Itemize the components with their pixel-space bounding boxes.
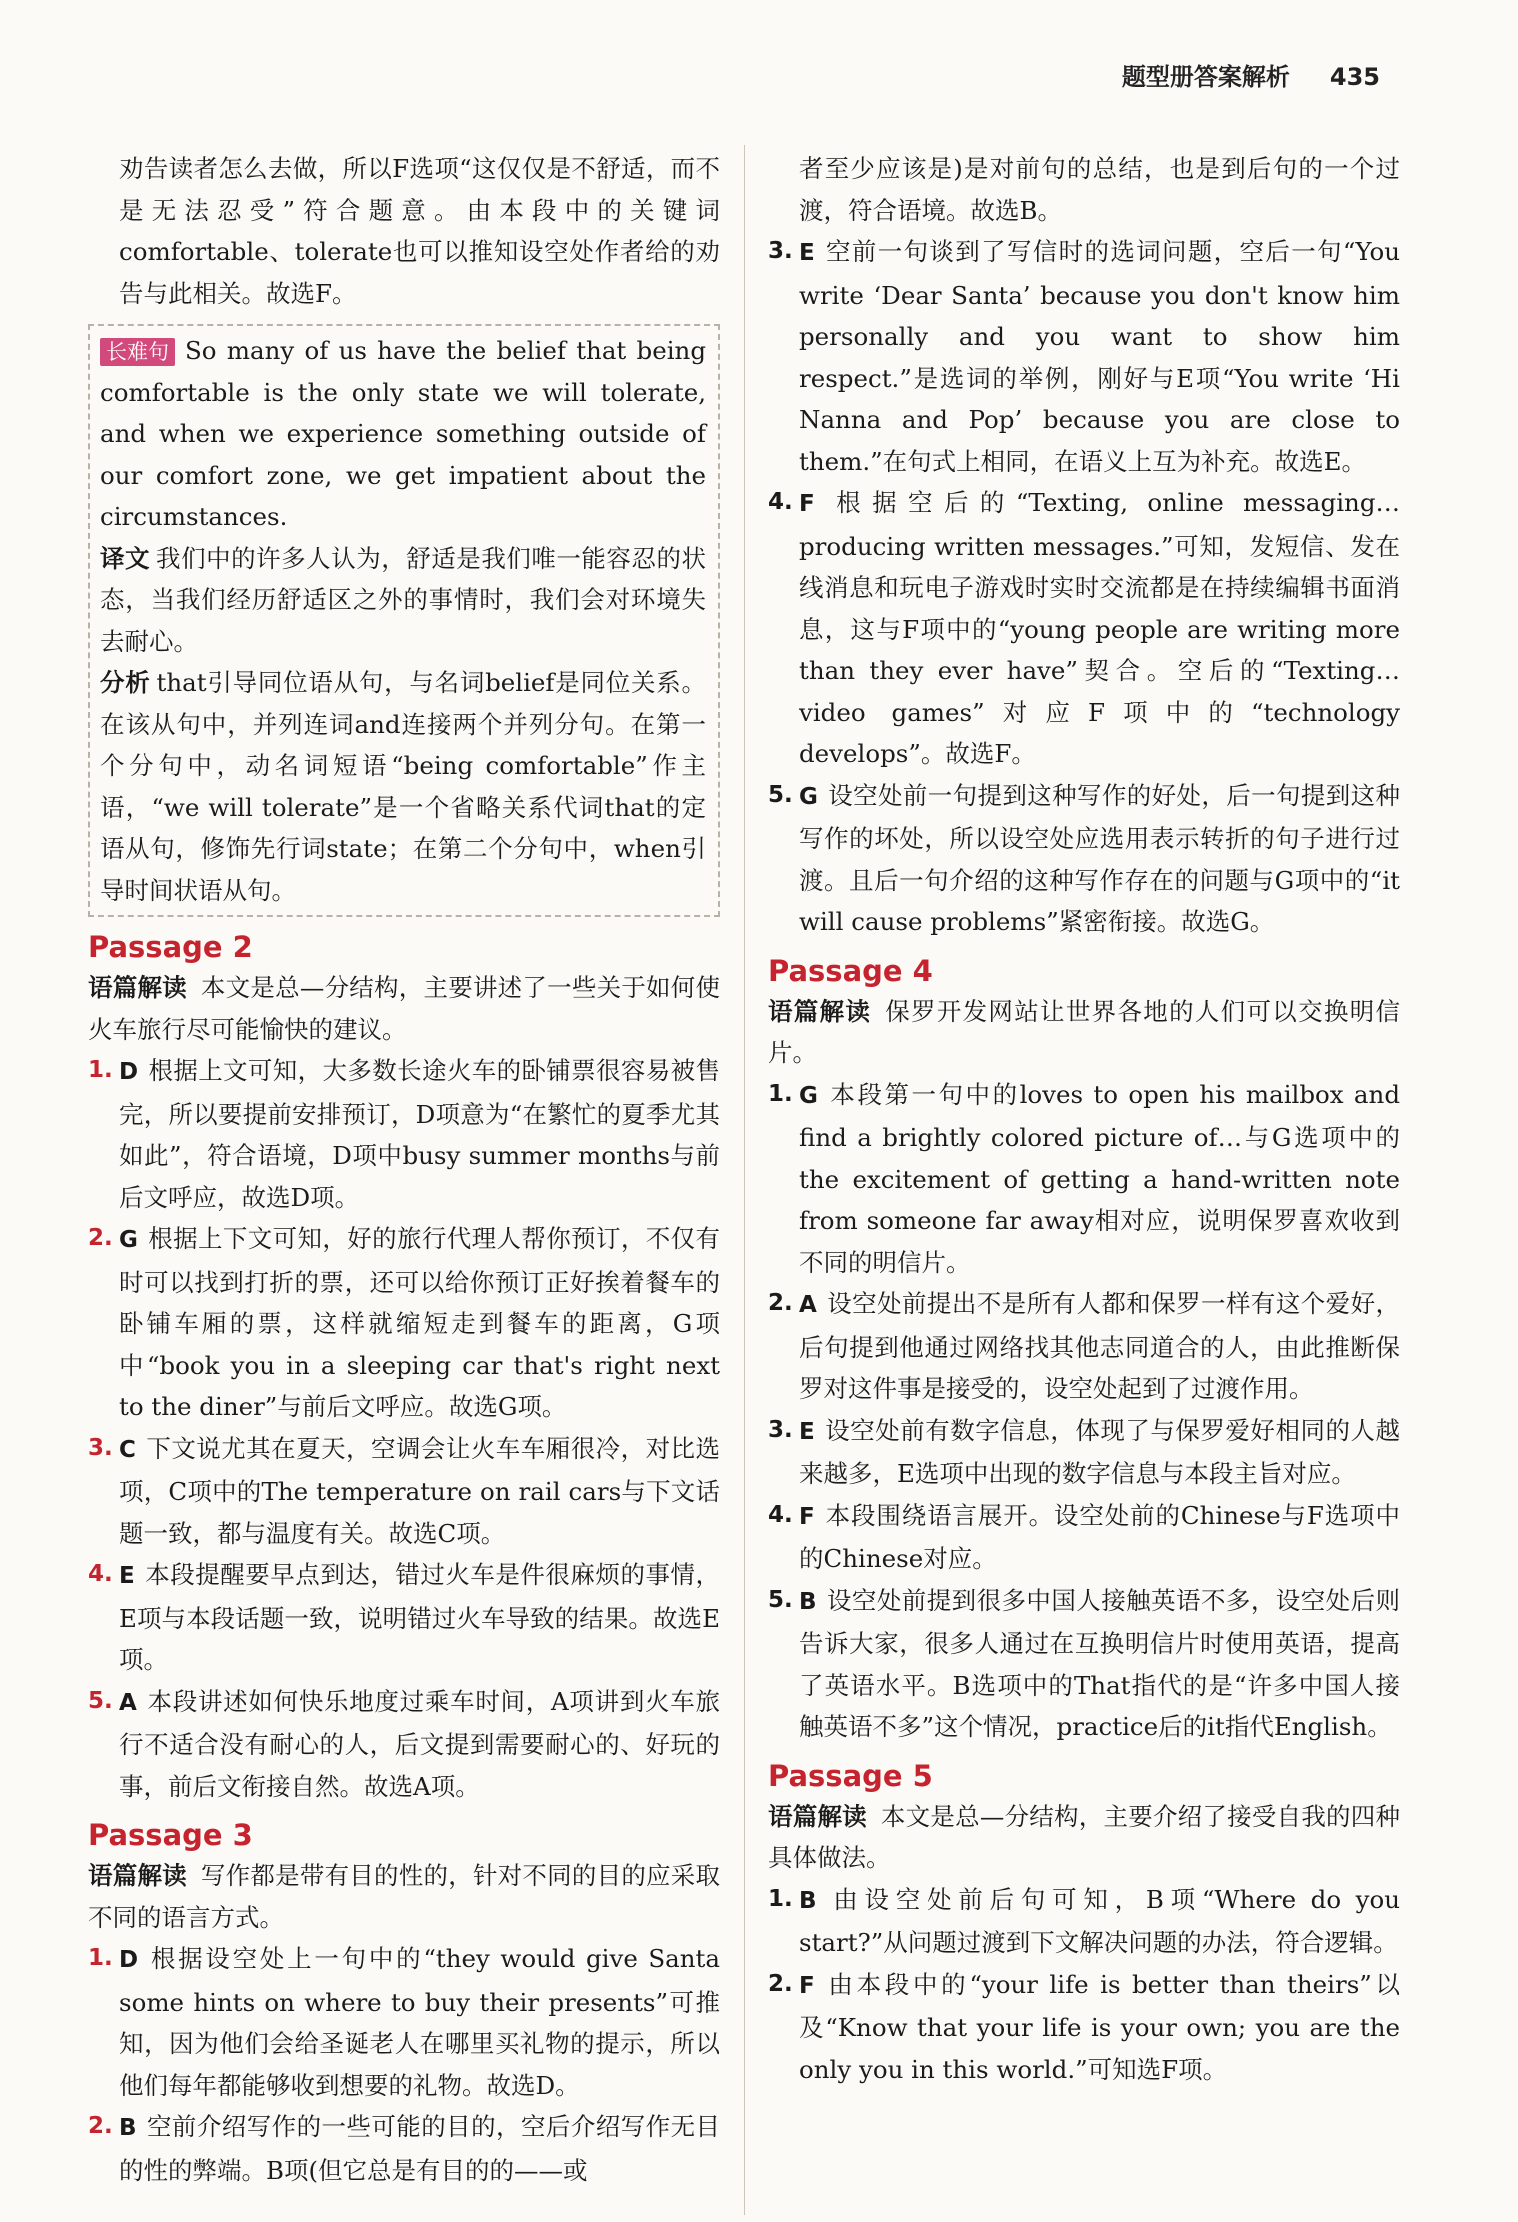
intro-label: 语篇解读 xyxy=(768,1801,867,1831)
analysis-label: 分析 xyxy=(100,668,151,697)
item-number: 4. xyxy=(768,1501,793,1528)
item-text: 空前介绍写作的一些可能的目的，空后介绍写作无目的性的弊端。B项(但它总是有目的的——或 xyxy=(119,2112,720,2185)
item-text: 本段讲述如何快乐地度过乘车时间，A项讲到火车旅行不适合没有耐心的人，后文提到需要耐心的、好玩的事，前后文衔接自然。故选A项。 xyxy=(119,1686,720,1801)
item-answer: C xyxy=(119,1436,136,1463)
item-number: 3. xyxy=(768,238,793,264)
item-number: 2. xyxy=(88,1225,113,1251)
item-answer: B xyxy=(119,2115,137,2141)
passage-title: Passage 4 xyxy=(768,953,933,988)
column-divider xyxy=(744,145,745,2215)
left-column xyxy=(88,148,720,2191)
answer-item xyxy=(88,1554,720,1681)
answer-item xyxy=(88,1218,720,1428)
item-number: 1. xyxy=(88,1945,113,1971)
answer-item xyxy=(88,1050,720,1218)
passage-intro xyxy=(88,967,720,1050)
item-text: 根据设空处上一句中的“they would give Santa some hints on where to buy their presents”可推知，因为他们会给圣诞老人在哪里买礼物的提示，所以他们每年都能够收到想要的礼物。故选D。 xyxy=(119,1944,720,2100)
item-number: 1. xyxy=(768,1080,793,1107)
item-number: 2. xyxy=(768,1290,793,1316)
item-answer: F xyxy=(799,491,815,517)
item-answer: G xyxy=(119,1227,138,1253)
passage-title: Passage 2 xyxy=(88,930,253,964)
item-text: 根据空后的“Texting, online messaging…producing written messages.”可知，发短信、发在线消息和玩电子游戏时实时交流都是在持续编辑书面消息，这与F项中的“young people are writing more than they ever have”契合。空后的“Texting…video games”对应F项中的“technology develops”。故选F。 xyxy=(799,488,1400,768)
item-number: 1. xyxy=(88,1057,113,1083)
item-number: 2. xyxy=(768,1970,793,1997)
item-number: 5. xyxy=(88,1687,113,1714)
answer-item xyxy=(88,2106,720,2191)
item-text: 空前一句谈到了写信时的选词问题，空后一句“You write ‘Dear Santa’ because you don't know him personally and you want to show him respect.”是选词的举例，刚好与E项“You write ‘Hi Nanna and Pop’ because you are close to them.”在句式上相同，在语义上互为补充。故选E。 xyxy=(799,237,1400,476)
analysis-text: that引导同位语从句，与名词belief是同位关系。在该从句中，并列连词and连接两个并列分句。在第一个分句中，动名词短语“being comfortable”作主语，“we will tolerate”是一个省略关系代词that的定语从句，修饰先行词state；在第二个分句中，when引导时间状语从句。 xyxy=(100,668,706,905)
item-number: 3. xyxy=(88,1434,113,1461)
item-answer: E xyxy=(799,240,815,266)
item-text: 设空处前一句提到这种写作的好处，后一句提到这种写作的坏处，所以设空处应选用表示转折的句子进行过渡。且后一句介绍的这种写作存在的问题与G项中的“it will cause problems”紧密衔接。故选G。 xyxy=(799,780,1400,936)
answer-item xyxy=(768,775,1400,943)
item-number: 5. xyxy=(768,781,793,808)
page-header xyxy=(1122,62,1380,92)
item-text: 根据上下文可知，好的旅行代理人帮你预订，不仅有时可以找到打折的票，还可以给你预订正好挨着餐车的卧铺车厢的票，这样就缩短走到餐车的距离，G项中“book you in a sleeping car that's right next to the diner”与前后文呼应。故选G项。 xyxy=(119,1224,720,1421)
intro-label: 语篇解读 xyxy=(88,973,187,1002)
answer-item xyxy=(768,1495,1400,1580)
item-answer: A xyxy=(799,1292,817,1318)
answer-item xyxy=(768,1074,1400,1284)
answer-item xyxy=(768,231,1400,482)
item-text: 设空处前提出不是所有人都和保罗一样有这个爱好，后句提到他通过网络找其他志同道合的人，由此推断保罗对这件事是接受的，设空处起到了过渡作用。 xyxy=(799,1289,1400,1403)
answer-item xyxy=(768,1283,1400,1410)
page-number: 435 xyxy=(1329,63,1380,91)
answer-item xyxy=(88,1938,720,2106)
continuation-text: 劝告读者怎么去做，所以F选项“这仅仅是不舒适，而不是无法忍受”符合题意。由本段中的关键词comfortable、tolerate也可以推知设空处作者给的劝告与此相关。故选F。 xyxy=(119,154,720,308)
long-sentence-tag: 长难句 xyxy=(100,338,175,366)
answer-item xyxy=(88,1681,720,1808)
item-answer: F xyxy=(799,1972,815,1999)
item-answer: B xyxy=(799,1588,817,1615)
passage-intro xyxy=(88,1855,720,1938)
item-text: 由设空处前后句可知，B项“Where do you start?”从问题过渡到下文解决问题的办法，符合逻辑。 xyxy=(799,1884,1400,1957)
header-title: 题型册答案解析 xyxy=(1121,63,1290,91)
answer-item xyxy=(768,1964,1400,2091)
long-sentence-box xyxy=(88,324,720,917)
intro-text: 本文是总—分结构，主要介绍了接受自我的四种具体做法。 xyxy=(768,1801,1401,1872)
item-answer: F xyxy=(799,1503,815,1530)
item-text: 设空处前有数字信息，体现了与保罗爱好相同的人越来越多，E选项中出现的数字信息与本段主旨对应。 xyxy=(799,1415,1400,1488)
item-text: 本段第一句中的loves to open his mailbox and find a brightly colored picture of…与G选项中的the excitement of getting a hand-written note from someone far away相对应，说明保罗喜欢收到不同的明信片。 xyxy=(799,1079,1400,1277)
item-answer: B xyxy=(799,1887,817,1914)
continuation-text: 者至少应该是)是对前句的总结，也是到后句的一个过渡，符合语境。故选B。 xyxy=(799,154,1400,225)
item-text: 下文说尤其在夏天，空调会让火车车厢很冷，对比选项，C项中的The temperature on rail cars与下文话题一致，都与温度有关。故选C项。 xyxy=(119,1433,720,1548)
item-answer: G xyxy=(799,783,818,810)
passage-intro xyxy=(768,991,1400,1074)
answer-item xyxy=(768,1580,1400,1748)
item-answer: D xyxy=(119,1947,139,1973)
answer-item xyxy=(88,1428,720,1555)
item-answer: A xyxy=(119,1689,137,1716)
item-number: 3. xyxy=(768,1416,793,1443)
translation xyxy=(100,538,706,663)
translation-text: 我们中的许多人认为，舒适是我们唯一能容忍的状态，当我们经历舒适区之外的事情时，我们会对环境失去耐心。 xyxy=(100,543,707,656)
item-number: 4. xyxy=(768,489,793,515)
long-sentence xyxy=(100,330,706,538)
intro-label: 语篇解读 xyxy=(768,996,872,1026)
intro-text: 保罗开发网站让世界各地的人们可以交换明信片。 xyxy=(768,996,1400,1067)
analysis xyxy=(100,662,706,911)
intro-label: 语篇解读 xyxy=(88,1861,187,1890)
item-number: 1. xyxy=(768,1885,793,1912)
item-number: 2. xyxy=(88,2113,113,2139)
item-text: 本段围绕语言展开。设空处前的Chinese与F选项中的Chinese对应。 xyxy=(799,1500,1400,1573)
intro-text: 本文是总—分结构，主要讲述了一些关于如何使火车旅行尽可能愉快的建议。 xyxy=(88,973,721,1044)
item-answer: E xyxy=(119,1563,135,1589)
passage-title: Passage 5 xyxy=(768,1758,933,1793)
item-text: 由本段中的“your life is better than theirs”以及“Know that your life is your own; you are the only you in this world.”可知选F项。 xyxy=(799,1969,1400,2084)
long-sentence-text: So many of us have the belief that being comfortable is the only state we will tolerate, and when we experience something outside of our comfort zone, we get impatient about the circumstances. xyxy=(100,336,706,531)
answer-item xyxy=(768,482,1400,775)
item-number: 5. xyxy=(768,1586,793,1613)
intro-text: 写作都是带有目的性的，针对不同的目的应采取不同的语言方式。 xyxy=(88,1861,721,1932)
item-text: 本段提醒要早点到达，错过火车是件很麻烦的事情，E项与本段话题一致，说明错过火车导致的结果。故选E项。 xyxy=(119,1560,720,1674)
item-number: 4. xyxy=(88,1561,113,1587)
answer-item xyxy=(768,1410,1400,1495)
item-answer: E xyxy=(799,1418,815,1445)
translation-label: 译文 xyxy=(100,543,151,573)
passage-title: Passage 3 xyxy=(88,1818,253,1852)
item-answer: D xyxy=(119,1059,139,1085)
item-answer: G xyxy=(799,1082,818,1109)
passage-intro xyxy=(768,1796,1400,1879)
item-text: 设空处前提到很多中国人接触英语不多，设空处后则告诉大家，很多人通过在互换明信片时使用英语，提高了英语水平。B选项中的That指代的是“许多中国人接触英语不多”这个情况，practice后的it指代English。 xyxy=(799,1585,1400,1741)
answer-item xyxy=(768,1879,1400,1964)
right-column xyxy=(768,148,1400,2090)
item-text: 根据上文可知，大多数长途火车的卧铺票很容易被售完，所以要提前安排预订，D项意为“在繁忙的夏季尤其如此”，符合语境，D项中busy summer months与前后文呼应，故选D项。 xyxy=(119,1056,720,1212)
